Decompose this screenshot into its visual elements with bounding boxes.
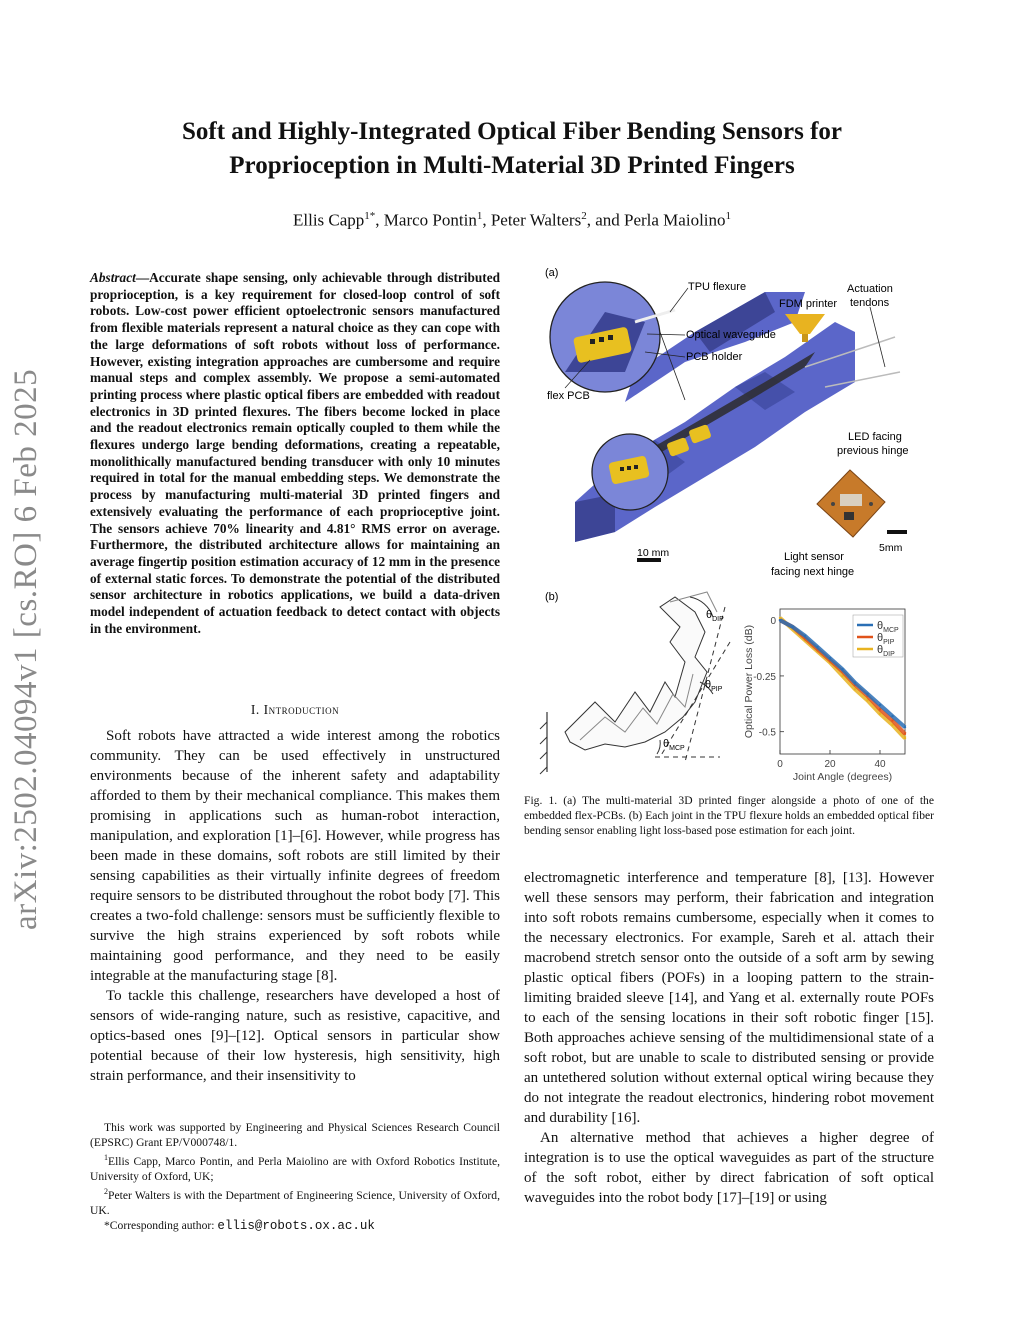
data-point-mcp [791, 626, 793, 628]
label-flex-pcb: flex PCB [547, 390, 590, 402]
label-pcb-holder: PCB holder [686, 351, 743, 363]
data-point-mcp [829, 657, 831, 659]
author-affiliation: 1 [476, 210, 483, 222]
data-point-dip [854, 688, 856, 690]
data-point-pip [891, 719, 893, 721]
author-affiliation: 2 [581, 210, 587, 222]
footnote-corresponding [90, 1218, 500, 1234]
corresponding-email[interactable]: ellis@robots.ox.ac.uk [217, 1218, 375, 1233]
data-point-dip [879, 713, 881, 715]
author-list [90, 210, 934, 231]
y-axis-label: Optical Power Loss (dB) [743, 624, 755, 739]
legend-label: $\theta_{MCP}$ [877, 620, 899, 634]
label-light-sensor: Light sensor [784, 551, 844, 563]
footnotes [90, 1120, 500, 1234]
paper-title [90, 115, 934, 183]
label-tpu-flexure: TPU flexure [688, 281, 747, 293]
label-fdm-printer: FDM printer [779, 298, 838, 310]
label-scale-5mm: 5mm [879, 542, 903, 554]
section-heading [90, 702, 500, 718]
title-line-1: Soft and Highly-Integrated Optical Fiber Bending Sensors for [182, 118, 842, 145]
panel-a-label: (a) [545, 267, 559, 279]
label-next-hinge: facing next hinge [771, 566, 855, 578]
data-point-mcp [841, 668, 843, 670]
footnote-marker: 1 [104, 1153, 108, 1162]
section-number: I. [250, 702, 264, 717]
footnote-text: *Corresponding author: [104, 1218, 218, 1232]
theta-pip-label: $\theta_{PIP}$ [705, 679, 723, 693]
section-title: Introduction [263, 702, 340, 717]
intro-left-column [90, 726, 500, 1086]
data-point-pip [879, 708, 881, 710]
author-name: Peter Walters [490, 210, 582, 230]
data-point-mcp [866, 693, 868, 695]
author-name: Marco Pontin [383, 210, 477, 230]
x-tick-label: 20 [824, 759, 836, 770]
data-point-mcp [779, 619, 781, 621]
paragraph: To tackle this challenge, researchers have developed a host of sensors of wide-ranging nature, such as resistive, capacitive, and optics-based ones [9]–[12]. Optical sensors in particular show potential because of their low hysteresis, high sensitivity, high strain performance, and their insensitivity to [90, 988, 500, 1084]
panel-b-label: (b) [545, 591, 559, 603]
data-point-mcp [854, 681, 856, 683]
data-point-mcp [804, 635, 806, 637]
data-point-dip [904, 737, 906, 739]
author-affiliation: 1 [725, 210, 732, 222]
paragraph: An alternative method that achieves a higher degree of integration is to use the optical waveguides as part of the structure of the soft robot, either by direct fabrication of soft optical waveguides into the robot body [17]–[19] or using [524, 1130, 934, 1206]
x-axis-label: Joint Angle (degrees) [792, 771, 893, 783]
y-tick-label: -0.5 [758, 727, 776, 739]
footnote-affiliation-1 [90, 1150, 500, 1184]
data-point-mcp [879, 704, 881, 706]
label-scale-10mm: 10 mm [637, 547, 670, 559]
abstract-label: Abstract [90, 270, 136, 285]
data-point-mcp [904, 726, 906, 728]
y-tick-label: 0 [770, 616, 776, 628]
abstract-text: Accurate shape sensing, only achievable through distributed proprioception, is a key requirement for closed-loop control of soft robots. Low-cost power efficient optoelectronic sensors manufactured from flexible materials represent a natural choice as they can cope with the large deformations of soft robots without loss of performance. However, existing integration approaches are cumbersome and require manual steps and complex assembly. We propose a semi-automated printing process where plastic optical fibers are embedded with readout electronics in 3D printed flexures. The fibers become locked in place and the readout electronics remain optically coupled to them while the flexures undergo large bending deformations, creating a repeatable, monolithically manufactured bending transducer with only 10 minutes required in total for the manual embedding steps. We demonstrate the process by manufacturing multi-material 3D printed fingers and extensively evaluating the performance of each proprioceptive joint. The sensors achieve 70% linearity and 4.81° RMS error on average. Furthermore, the distributed architecture allows for maintaining an average fingertip position estimation accuracy of 12 mm in the presence of external static forces. To demonstrate the potential of the distributed sensor architecture in robotics applications, we build a data-driven model independent of actuation feedback to detect contact with objects in the environment. [90, 270, 500, 636]
label-optical-waveguide: Optical waveguide [686, 329, 776, 341]
abstract-dash: — [135, 270, 150, 285]
x-tick-label: 0 [777, 759, 783, 770]
label-led-facing: LED facing [848, 431, 902, 443]
paragraph: electromagnetic interference and temperature [8], [13]. However well these sensors may perform, their fabrication and integration into soft robots remains cumbersome, especially when it comes to the necessary electronics. For example, Sareh et al. attach their macrobend stretch sensor onto the outside of a soft arm by sewing plastic optical fibers (POFs) in a looping pattern to the strain-limiting braided sleeve [14], and Yang et al. externally route POFs to each of the sensing locations in their soft robotic finger [15]. Both approaches achieve sensing of the multidimensional state of a soft robot, but are unable to scale to distributed sensing or provide an untethered solution without external optical wiring because they do not integrate the readout electronics, hindering robot movement and durability [16]. [524, 870, 934, 1126]
x-tick-label: 40 [874, 759, 886, 770]
figure-1 [535, 262, 935, 787]
theta-mcp-label: $\theta_{MCP}$ [663, 738, 685, 752]
label-actuation: Actuation [847, 283, 893, 295]
arxiv-identifier: arXiv:2502.04094v1 [cs.RO] 6 Feb 2025 [8, 368, 44, 930]
data-point-mcp [816, 646, 818, 648]
footnote-marker: 2 [104, 1186, 108, 1196]
label-previous-hinge: previous hinge [837, 445, 909, 457]
flex-pcb-photo [817, 470, 885, 537]
author-separator: , [482, 210, 491, 230]
data-point-pip [904, 733, 906, 735]
footnote-text: Peter Walters is with the Department of Engineering Science, University of Oxford, UK. [90, 1188, 500, 1217]
paragraph: Soft robots have attracted a wide interest among the robotics community. They can be used effectively in unstructured environments because of the inherent safety and adaptability afforded to them by their mechanical compliance. This makes them promising in applications such as human-robot interaction, manipulation, and exploration [1]–[6]. However, while progress has been made in these domains, soft robots are still limited by their sensing capabilities as their virtually infinite degrees of freedom require sensors to be distributed throughout the robot body [7]. This creates a two-fold challenge: sensors must be sufficiently flexible to survive the high strains experienced by soft robots while maintaining good performance, and they need to be easily integrable at the manufacturing stage [8]. [90, 728, 500, 984]
abstract [90, 270, 500, 637]
author-affiliation: 1* [364, 210, 376, 222]
author-name: Ellis Capp [292, 210, 365, 230]
optical-loss-chart [743, 609, 906, 783]
scale-bar-5mm [887, 530, 907, 534]
legend-label: $\theta_{DIP}$ [877, 644, 895, 658]
legend-label: $\theta_{PIP}$ [877, 632, 895, 646]
footnote-funding: This work was supported by Engineering and Physical Sciences Research Council (EPSRC) Grant EP/V000748/1. [90, 1121, 500, 1149]
label-tendons: tendons [850, 297, 890, 309]
intro-right-column [524, 868, 934, 1208]
author-name: Perla Maiolino [624, 210, 726, 230]
title-line-2: Proprioception in Multi-Material 3D Printed Fingers [229, 152, 795, 179]
author-separator: , [375, 210, 384, 230]
zoom-inset-bottom [592, 434, 668, 510]
footnote-text: Ellis Capp, Marco Pontin, and Perla Maiolino are with Oxford Robotics Institute, University of Oxford, UK; [90, 1154, 500, 1183]
y-tick-label: -0.25 [753, 671, 776, 683]
footnote-affiliation-2 [90, 1184, 500, 1218]
figure-caption: Fig. 1. (a) The multi-material 3D printed finger alongside a photo of one of the embedded flex-PCBs. (b) Each joint in the TPU flexure holds an embedded optical fiber bending sensor enabling light loss-based pose estimation for each joint. [524, 794, 934, 837]
data-point-mcp [891, 715, 893, 717]
finger-schematic [540, 592, 730, 774]
theta-dip-label: $\theta_{DIP}$ [706, 609, 724, 623]
author-separator: , and [586, 210, 624, 230]
